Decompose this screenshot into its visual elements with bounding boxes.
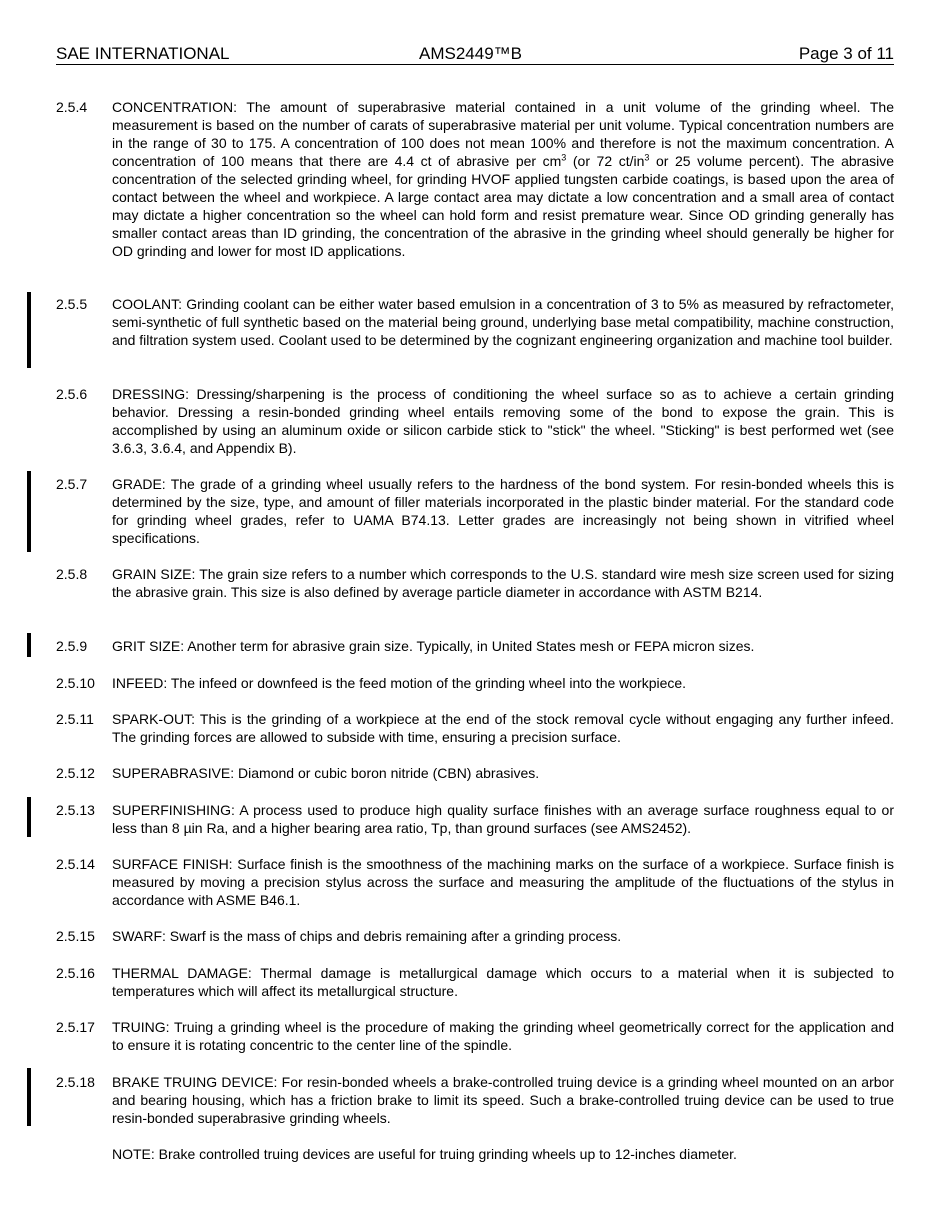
section-text: SUPERABRASIVE: Diamond or cubic boron nitride (CBN) abrasives. — [112, 765, 540, 781]
section-number: 2.5.8 — [56, 566, 88, 582]
section-2-5-6 — [56, 385, 894, 457]
section-2-5-16 — [56, 964, 894, 1000]
section-text: TRUING: Truing a grinding wheel is the procedure of making the grinding wheel geometrically correct for the application and to ensure it is rotating concentric to the center line of the spindle. — [112, 1019, 894, 1053]
section-2-5-5 — [56, 295, 894, 349]
section-number: 2.5.12 — [56, 765, 95, 781]
page-header — [56, 44, 894, 65]
section-text: SURFACE FINISH: Surface finish is the smoothness of the machining marks on the surface of a workpiece. Surface finish is measured by moving a precision stylus across the surface and measuring the amplitude of the fluctuations of the stylus in accordance with ASME B46.1. — [112, 856, 894, 908]
header-organization: SAE INTERNATIONAL — [56, 44, 230, 63]
revision-bar-2-5-7 — [27, 471, 31, 552]
section-number: 2.5.16 — [56, 965, 95, 981]
section-text: SUPERFINISHING: A process used to produce high quality surface finishes with an average surface roughness equal to or less than 8 µin Ra, and a higher bearing area ratio, Tp, than ground surfaces (see AMS2452). — [112, 802, 894, 836]
revision-bar-2-5-13 — [27, 797, 31, 837]
header-document-number: AMS2449™B — [419, 44, 522, 63]
section-2-5-18 — [56, 1073, 894, 1127]
section-text: THERMAL DAMAGE: Thermal damage is metallurgical damage which occurs to a material when it is subjected to temperatures which will affect its metallurgical structure. — [112, 965, 894, 999]
section-text: DRESSING: Dressing/sharpening is the process of conditioning the wheel surface so as to achieve a certain grinding behavior. Dressing a resin-bonded grinding wheel entails removing some of the bond to expose the grain. This is accomplished by using an aluminum oxide or silicon carbide stick to "stick" the wheel. "Sticking" is best performed wet (see 3.6.3, 3.6.4, and Appendix B). — [112, 386, 894, 456]
section-2-5-8 — [56, 565, 894, 601]
revision-bar-2-5-18 — [27, 1068, 31, 1126]
section-2-5-11 — [56, 710, 894, 746]
section-text: SWARF: Swarf is the mass of chips and debris remaining after a grinding process. — [112, 928, 622, 944]
section-2-5-17 — [56, 1018, 894, 1054]
section-number: 2.5.6 — [56, 386, 88, 402]
section-2-5-10 — [56, 674, 894, 692]
note-brake-truing: NOTE: Brake controlled truing devices are useful for truing grinding wheels up to 12-inches diameter. — [112, 1146, 737, 1162]
section-text: INFEED: The infeed or downfeed is the feed motion of the grinding wheel into the workpiece. — [112, 675, 687, 691]
section-2-5-9 — [56, 637, 894, 655]
section-text: BRAKE TRUING DEVICE: For resin-bonded wheels a brake-controlled truing device is a grinding wheel mounted on an arbor and bearing housing, which has a friction brake to limit its speed. Such a brake-controlled truing device can be used to true resin-bonded superabrasive grinding wheels. — [112, 1074, 894, 1126]
section-number: 2.5.7 — [56, 476, 88, 492]
section-number: 2.5.13 — [56, 802, 95, 818]
section-2-5-7 — [56, 475, 894, 547]
section-text: COOLANT: Grinding coolant can be either water based emulsion in a concentration of 3 to 5% as measured by refractometer, semi-synthetic of full synthetic based on the material being ground, underlying base metal compatibility, machine construction, and filtration system used. Coolant used to be determined by the cognizant engineering organization and machine tool builder. — [112, 296, 894, 348]
section-2-5-15 — [56, 927, 894, 945]
section-2-5-4 — [56, 98, 894, 260]
section-text: GRIT SIZE: Another term for abrasive grain size. Typically, in United States mesh or FEPA micron sizes. — [112, 638, 755, 654]
section-2-5-14 — [56, 855, 894, 909]
section-text: SPARK-OUT: This is the grinding of a workpiece at the end of the stock removal cycle without engaging any further infeed. The grinding forces are allowed to subside with time, ensuring a precision surface. — [112, 711, 894, 745]
section-number: 2.5.11 — [56, 711, 94, 727]
section-text: GRADE: The grade of a grinding wheel usually refers to the hardness of the bond system. For resin-bonded wheels this is determined by the size, type, and amount of filler materials incorporated in the plastic binder material. For the standard code for grinding wheel grades, refer to UAMA B74.13. Letter grades are increasingly not being shown in vitrified wheel specifications. — [112, 476, 894, 546]
section-2-5-12 — [56, 764, 894, 782]
section-text: CONCENTRATION: The amount of superabrasive material contained in a unit volume of the grinding wheel. The measurement is based on the number of carats of superabrasive material per unit volume. Typical concentration numbers are in the range of 30 to 175. A concentration of 100 does not mean 100% and therefore is not the maximum concentration. A concentration of 100 means that there are 4.4 ct of abrasive per $cm^3$ (or 72 $ct/in^3$ or 25 volume percent). The abrasive concentration of the selected grinding wheel, for grinding HVOF applied tungsten carbide coatings, is based upon the area of contact between the wheel and workpiece. A large contact area may dictate a low concentration and a small area of contact may dictate a higher concentration so the wheel can hold form and resist premature wear. Since OD grinding generally has smaller contact areas than ID grinding, the concentration of the abrasive in the grinding wheel should generally be higher for OD grinding and lower for most ID applications. — [112, 99, 895, 259]
header-page-number: Page 3 of 11 — [798, 44, 894, 63]
section-number: 2.5.4 — [56, 99, 88, 115]
revision-bar-2-5-5 — [27, 292, 31, 368]
section-2-5-13 — [56, 801, 894, 837]
section-number: 2.5.18 — [56, 1074, 95, 1090]
section-number: 2.5.10 — [56, 675, 95, 691]
section-number: 2.5.17 — [56, 1019, 95, 1035]
section-number: 2.5.15 — [56, 928, 95, 944]
revision-bar-2-5-9 — [27, 633, 31, 657]
section-text: GRAIN SIZE: The grain size refers to a number which corresponds to the U.S. standard wire mesh size screen used for sizing the abrasive grain. This size is also defined by average particle diameter in accordance with ASTM B214. — [112, 566, 894, 600]
section-number: 2.5.5 — [56, 296, 88, 312]
section-number: 2.5.14 — [56, 856, 95, 872]
section-number: 2.5.9 — [56, 638, 88, 654]
